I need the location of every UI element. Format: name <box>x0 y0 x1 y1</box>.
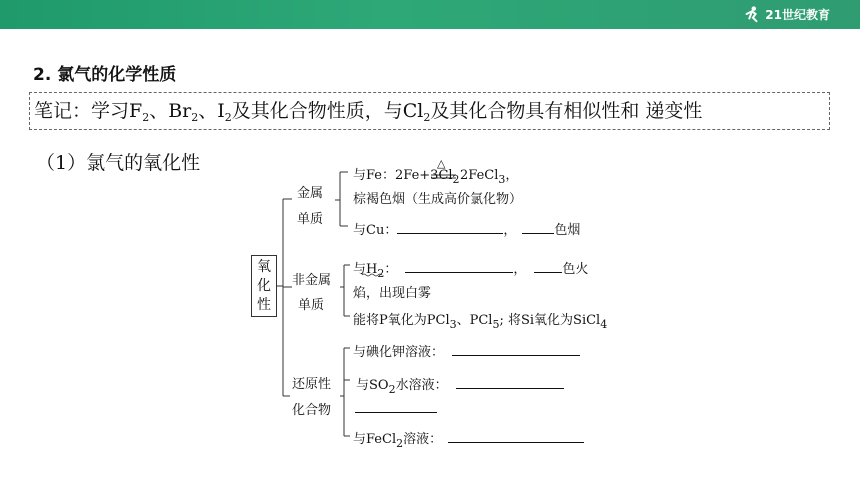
cu-answer-blank[interactable] <box>397 220 503 234</box>
root-char-1: 氧 <box>257 259 271 275</box>
heat-symbol-icon: △ <box>437 157 446 170</box>
branch-reducing-line1: 还原性 <box>292 377 332 392</box>
section-heading: （1）氯气的氧化性 <box>36 152 201 174</box>
so2-answer-blank[interactable] <box>456 375 564 389</box>
p-si-line: 能将P氧化为PCl$_3$、PCl$_5$; 将Si氧化为SiCl$_4$ <box>353 313 608 331</box>
branch-metal-line2: 单质 <box>297 212 324 227</box>
fecl2-line: 与FeCl$_2$溶液： <box>353 428 584 447</box>
branch-metal-line1: 金属 <box>297 186 324 201</box>
so2-line2 <box>355 399 437 417</box>
h2-observation: 焰，出现白雾 <box>353 286 432 301</box>
root-char-3: 性 <box>257 297 271 313</box>
branch-nonmetal-line1: 非金属 <box>292 273 332 288</box>
ki-line: 与碘化钾溶液： <box>353 341 580 360</box>
fecl2-answer-blank[interactable] <box>448 429 584 443</box>
branch-reducing-line2: 化合物 <box>292 403 332 418</box>
root-oxidizing-box <box>251 255 277 317</box>
fe-product: 2FeCl$_3$， <box>460 168 519 186</box>
root-char-2: 化 <box>257 278 271 294</box>
page-title: 2. 氯气的化学性质 <box>33 65 177 85</box>
fe-observation: 棕褐色烟（生成高价氯化物） <box>353 192 523 207</box>
h2-answer-blank[interactable] <box>405 259 513 273</box>
cu-reaction-line: 与Cu： ， 色烟 <box>353 219 580 238</box>
h2-color-blank[interactable] <box>534 259 562 273</box>
h2-reaction-line: 与$H_2$： ， 色火 <box>353 258 588 277</box>
so2-answer-blank-2[interactable] <box>355 399 437 413</box>
cu-color-blank[interactable] <box>522 220 554 234</box>
brand-logo-text: 21世纪教育 <box>765 7 830 22</box>
ki-answer-blank[interactable] <box>452 342 580 356</box>
branch-nonmetal-line2: 单质 <box>298 298 325 313</box>
fe-reaction-line: 与Fe：$2Fe+3Cl_2$ <box>353 168 460 186</box>
so2-line: 与$SO_2$水溶液： <box>356 374 564 393</box>
note-text: 笔记：学习$F_2$、$Br_2$、$I_2$及其化合物性质，与$Cl_2$及其化合物具有相似性和 递变性 <box>34 100 703 124</box>
